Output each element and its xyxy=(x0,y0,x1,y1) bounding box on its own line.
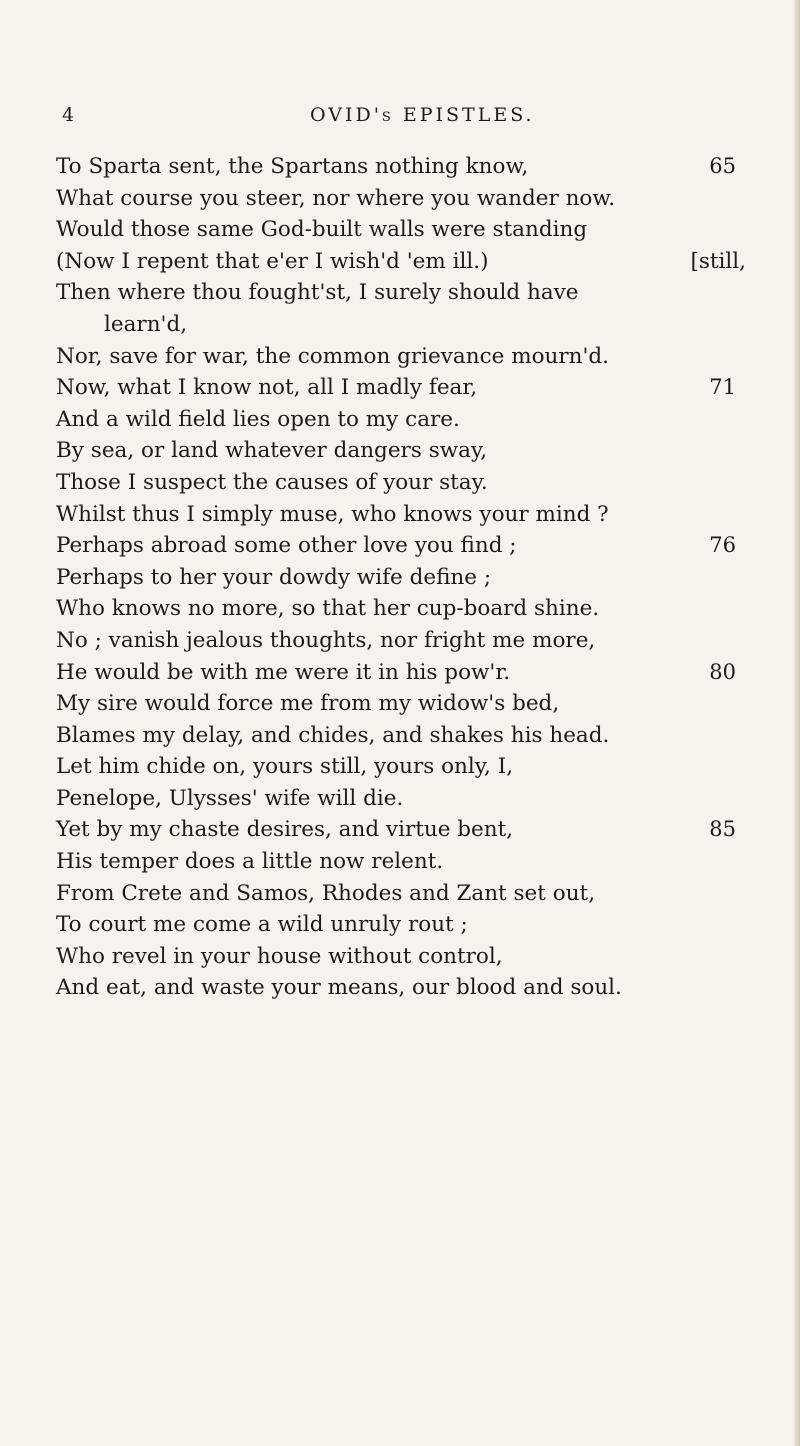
verse-line xyxy=(56,657,746,689)
verse-line-text: Yet by my chaste desires, and virtue bent, xyxy=(56,817,514,843)
verse-line xyxy=(56,435,746,467)
line-number: 80 xyxy=(709,659,736,684)
verse-line-text: Penelope, Ulysses' wife will die. xyxy=(56,785,404,811)
verse-line xyxy=(56,688,746,720)
verse-line xyxy=(56,562,746,594)
verse-line xyxy=(56,246,746,278)
verse-line xyxy=(56,878,746,910)
verse-line xyxy=(56,751,746,783)
verse-line xyxy=(56,846,746,878)
line-number: 85 xyxy=(709,817,736,842)
verse-line xyxy=(56,625,746,657)
verse-line xyxy=(56,151,746,183)
verse-line xyxy=(56,372,746,404)
verse-line-text: learn'd, xyxy=(104,311,188,337)
verse-line xyxy=(56,593,746,625)
verse-line-text: He would be with me were it in his pow'r. xyxy=(56,659,511,685)
verse-line-text: Who knows no more, so that her cup-board shine. xyxy=(56,596,600,622)
page-edge xyxy=(794,0,800,1446)
verse-line xyxy=(56,467,746,499)
turnover-note: [still, xyxy=(690,248,746,274)
line-number: 76 xyxy=(709,533,736,558)
verse-line xyxy=(56,214,746,246)
verse-text xyxy=(56,151,746,1004)
verse-line-text: No ; vanish jealous thoughts, nor fright me more, xyxy=(56,627,596,653)
verse-line-text: Who revel in your house without control, xyxy=(56,943,503,969)
verse-line xyxy=(56,814,746,846)
verse-line xyxy=(56,530,746,562)
line-number: 71 xyxy=(709,375,736,400)
verse-line-text: Then where thou fought'st, I surely should have xyxy=(56,280,579,306)
verse-line-text: Nor, save for war, the common grievance mourn'd. xyxy=(56,343,610,369)
line-number: 65 xyxy=(709,154,736,178)
verse-line xyxy=(56,972,746,1004)
verse-line-text: Perhaps to her your dowdy wife define ; xyxy=(56,564,492,590)
verse-line-text: To court me come a wild unruly rout ; xyxy=(56,912,468,938)
verse-line-text: Now, what I know not, all I madly fear, xyxy=(56,375,478,401)
verse-line-text: By sea, or land whatever dangers sway, xyxy=(56,438,488,464)
verse-line-text: From Crete and Samos, Rhodes and Zant set out, xyxy=(56,880,596,906)
verse-line-text: Those I suspect the causes of your stay. xyxy=(56,469,488,495)
verse-line-text: Blames my delay, and chides, and shakes his head. xyxy=(56,722,610,748)
verse-line xyxy=(56,783,746,815)
verse-line-text: (Now I repent that e'er I wish'd 'em ill.) xyxy=(56,248,489,274)
verse-line-text: What course you steer, nor where you wander now. xyxy=(56,185,616,211)
verse-line xyxy=(56,309,746,341)
verse-line xyxy=(56,404,746,436)
verse-line xyxy=(56,720,746,752)
verse-line-text: Whilst thus I simply muse, who knows your mind ? xyxy=(56,501,609,527)
verse-line-text: Would those same God-built walls were standing xyxy=(56,217,588,243)
verse-line xyxy=(56,941,746,973)
verse-line xyxy=(56,183,746,215)
verse-line-text: His temper does a little now relent. xyxy=(56,849,444,875)
verse-line xyxy=(56,499,746,531)
verse-line-text: To Sparta sent, the Spartans nothing know, xyxy=(56,154,529,179)
running-title: OVID's EPISTLES. xyxy=(310,104,535,126)
verse-line-text: And eat, and waste your means, our blood and soul. xyxy=(56,975,622,1001)
verse-line-text: Perhaps abroad some other love you find ; xyxy=(56,533,517,559)
verse-line xyxy=(56,341,746,373)
verse-line xyxy=(56,277,746,309)
verse-line-text: And a wild field lies open to my care. xyxy=(56,406,460,432)
verse-line-text: Let him chide on, yours still, yours only, I, xyxy=(56,754,514,780)
verse-line xyxy=(56,909,746,941)
page-number: 4 xyxy=(62,104,77,126)
verse-line-text: My sire would force me from my widow's bed, xyxy=(56,691,560,717)
